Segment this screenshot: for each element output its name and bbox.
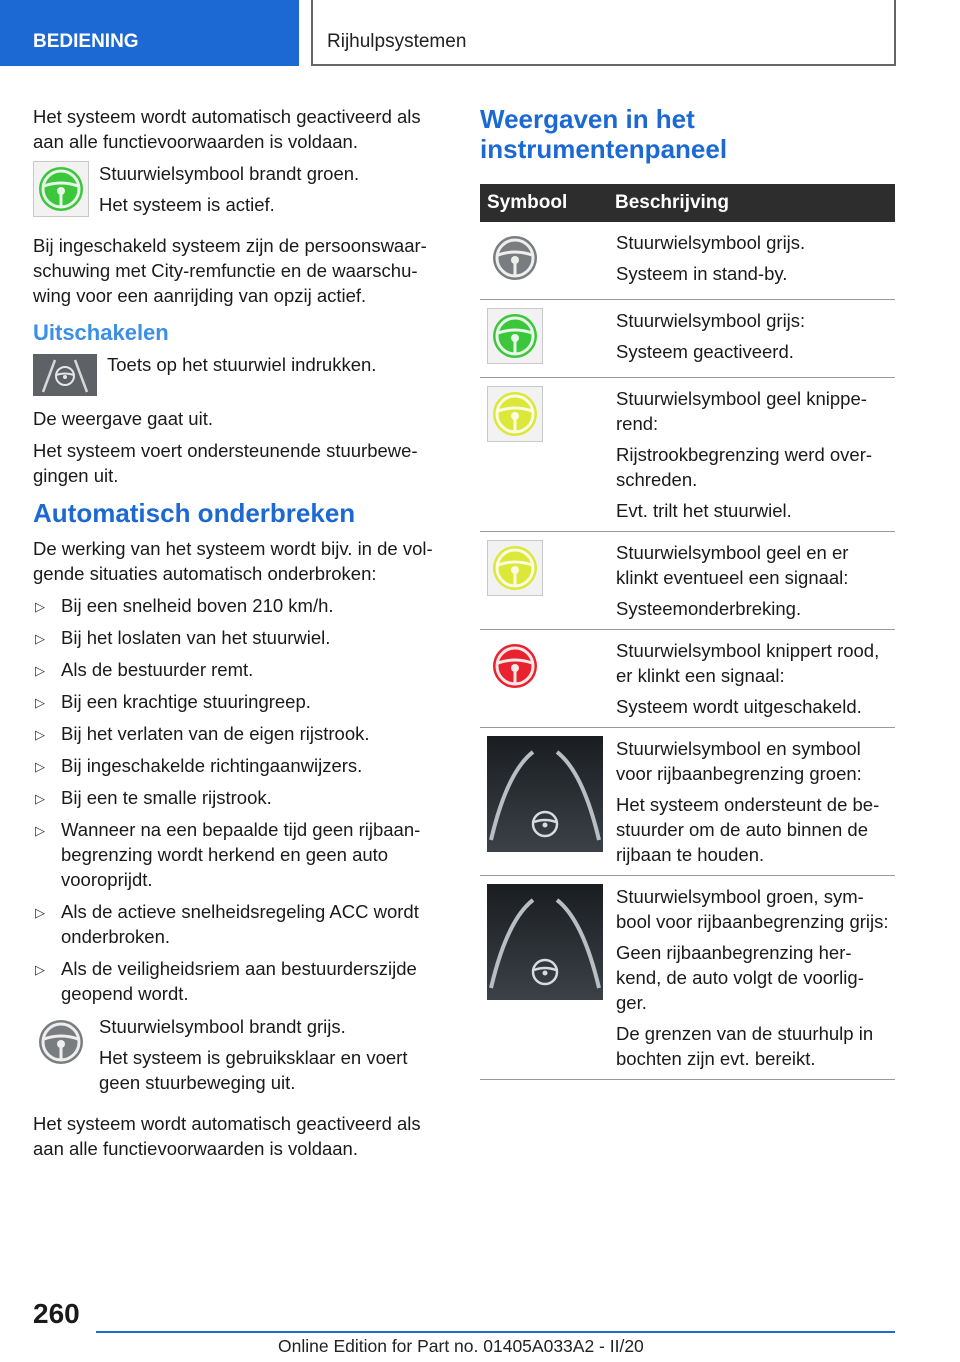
- steering-wheel-green-icon: [487, 308, 543, 364]
- list-item: ▷ Wanneer na een bepaalde tijd geen rijbaan-begrenzing wordt herkend en geen auto vooroprijdt.: [35, 819, 421, 890]
- icon-explanation: [33, 1014, 445, 1101]
- chapter-title: Rijhulpsystemen: [311, 0, 896, 66]
- triangle-bullet-icon: ▷: [35, 823, 45, 838]
- button-caption: Toets op het stuurwiel indrukken.: [107, 354, 377, 375]
- list-item: ▷ Bij een snelheid boven 210 km/h.: [33, 593, 445, 618]
- steering-wheel-yellow-icon: [487, 386, 543, 442]
- symbol-table: [480, 184, 895, 1080]
- list-item: ▷ Bij een krachtige stuuringreep.: [33, 689, 445, 714]
- steering-wheel-yellow-icon: [487, 540, 543, 596]
- cell-text: Rijstrookbegrenzing werd over-schreden.: [616, 444, 873, 490]
- triangle-bullet-icon: ▷: [35, 791, 45, 806]
- paragraph: Het systeem wordt automatisch geactiveerd als aan alle functievoorwaarden is voldaan.: [33, 106, 421, 152]
- paragraph: De werking van het systeem wordt bijv. in de vol-gende situaties automatisch onderbroken:: [33, 538, 433, 584]
- cell-text: Stuurwielsymbool groen, sym-bool voor rijbaanbegrenzing grijs:: [616, 886, 889, 932]
- triangle-bullet-icon: ▷: [35, 727, 45, 742]
- list-item: ▷ Als de actieve snelheidsregeling ACC wordt onderbroken.: [35, 901, 419, 947]
- lane-display-green-icon: [487, 736, 603, 852]
- bullet-list: [33, 593, 445, 1006]
- steering-wheel-red-icon: [487, 638, 543, 694]
- cell-text: Systeem geactiveerd.: [616, 341, 794, 362]
- triangle-bullet-icon: ▷: [35, 663, 45, 678]
- lane-display-gray-icon: [487, 884, 603, 1000]
- icon-caption: Stuurwielsymbool brandt groen.: [99, 163, 360, 184]
- table-row: [480, 300, 895, 378]
- heading-weergaven: Weergaven in het instrumentenpaneel: [480, 104, 728, 164]
- cell-text: Stuurwielsymbool grijs.: [616, 232, 806, 253]
- cell-text: Stuurwielsymbool en symbool voor rijbaanbegrenzing groen:: [616, 738, 862, 784]
- column-header-beschrijving: Beschrijving: [609, 184, 895, 222]
- steering-wheel-gray-icon: [487, 230, 543, 286]
- triangle-bullet-icon: ▷: [35, 905, 45, 920]
- icon-caption: Het systeem is actief.: [99, 194, 275, 215]
- paragraph: De weergave gaat uit.: [33, 408, 213, 429]
- steering-wheel-green-icon: [33, 161, 89, 217]
- cell-text: Systeemonderbreking.: [616, 598, 802, 619]
- cell-text: Stuurwielsymbool geel knippe-rend:: [616, 388, 867, 434]
- icon-explanation: [33, 161, 445, 223]
- cell-text: Stuurwielsymbool grijs:: [616, 310, 806, 331]
- paragraph: Het systeem wordt automatisch geactiveerd als aan alle functievoorwaarden is voldaan.: [33, 1113, 421, 1159]
- column-header-symbool: Symbool: [480, 184, 609, 222]
- table-header-row: [480, 184, 895, 222]
- list-item: ▷ Bij een te smalle rijstrook.: [33, 785, 445, 810]
- page-header: [0, 0, 960, 66]
- triangle-bullet-icon: ▷: [35, 695, 45, 710]
- cell-text: De grenzen van de stuurhulp in bochten zijn evt. bereikt.: [616, 1023, 874, 1069]
- cell-text: Stuurwielsymbool knippert rood, er klinkt een signaal:: [616, 640, 880, 686]
- cell-text: Het systeem ondersteunt de be-stuurder om de auto binnen de rijbaan te houden.: [616, 794, 880, 865]
- list-item: ▷ Als de veiligheidsriem aan bestuurderszijde geopend wordt.: [35, 958, 417, 1004]
- cell-text: Evt. trilt het stuurwiel.: [616, 500, 792, 521]
- section-tab[interactable]: BEDIENING: [0, 0, 299, 66]
- table-row: [480, 630, 895, 728]
- cell-text: Stuurwielsymbool geel en er klinkt eventueel een signaal:: [616, 542, 849, 588]
- cell-text: Systeem in stand-by.: [616, 263, 788, 284]
- list-item: ▷ Bij het verlaten van de eigen rijstrook.: [33, 721, 445, 746]
- lane-assist-button-icon: [33, 354, 97, 396]
- page-number: 260: [33, 1298, 80, 1329]
- cell-text: Systeem wordt uitgeschakeld.: [616, 696, 862, 717]
- paragraph: Bij ingeschakeld systeem zijn de persoonswaar-schuwing met City-remfunctie en de waarschu-wing voor een aanrijding van opzij actief.: [33, 235, 427, 306]
- table-row: [480, 378, 895, 532]
- edition-info: Online Edition for Part no. 01405A033A2 - II/20: [278, 1336, 644, 1356]
- steering-wheel-gray-icon: [33, 1014, 89, 1070]
- paragraph: Het systeem voert ondersteunende stuurbewe-gingen uit.: [33, 440, 418, 486]
- triangle-bullet-icon: ▷: [35, 962, 45, 977]
- footer-divider: [96, 1331, 895, 1333]
- icon-caption: Het systeem is gebruiksklaar en voert geen stuurbeweging uit.: [99, 1047, 408, 1093]
- subheading-uitschakelen: Uitschakelen: [33, 320, 169, 345]
- heading-automatisch-onderbreken: Automatisch onderbreken: [33, 498, 356, 528]
- left-column: [33, 104, 445, 1168]
- table-row: [480, 728, 895, 876]
- table-row: [480, 222, 895, 300]
- button-explanation: [33, 352, 445, 396]
- triangle-bullet-icon: ▷: [35, 599, 45, 614]
- icon-caption: Stuurwielsymbool brandt grijs.: [99, 1016, 346, 1037]
- list-item: ▷ Bij het loslaten van het stuurwiel.: [33, 625, 445, 650]
- cell-text: Geen rijbaanbegrenzing her-kend, de auto volgt de voorlig-ger.: [616, 942, 864, 1013]
- right-column: [480, 104, 895, 1080]
- table-row: [480, 532, 895, 630]
- list-item: ▷ Als de bestuurder remt.: [33, 657, 445, 682]
- list-item: ▷ Bij ingeschakelde richtingaanwijzers.: [33, 753, 445, 778]
- triangle-bullet-icon: ▷: [35, 631, 45, 646]
- table-row: [480, 876, 895, 1080]
- triangle-bullet-icon: ▷: [35, 759, 45, 774]
